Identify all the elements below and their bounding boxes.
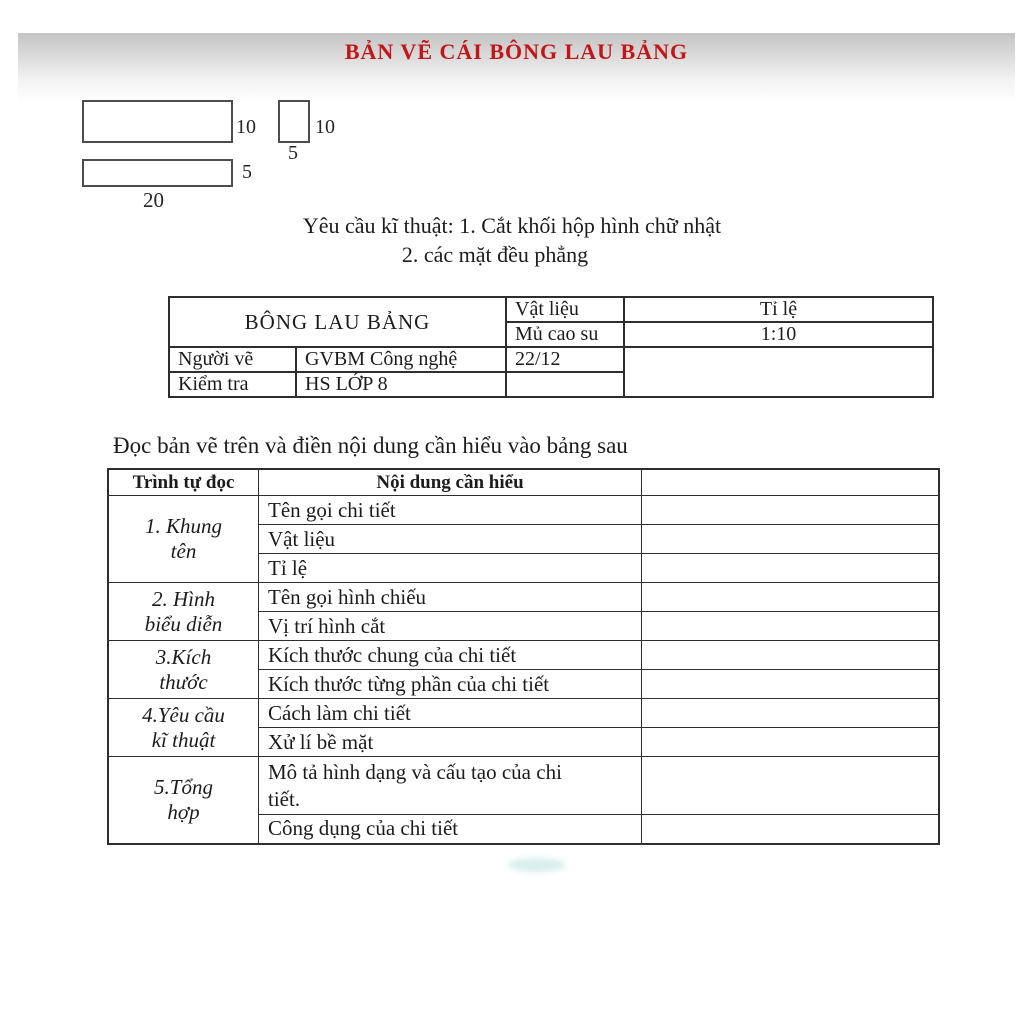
answer-cell bbox=[642, 699, 940, 728]
title-block-date-empty-cell bbox=[506, 372, 624, 397]
title-block-scale-value: 1:10 bbox=[624, 322, 933, 347]
title-block-checker-value: HS LỚP 8 bbox=[296, 372, 506, 397]
answer-cell bbox=[642, 554, 940, 583]
content-cell: Cách làm chi tiết bbox=[259, 699, 642, 728]
answer-cell bbox=[642, 815, 940, 844]
dimension-top-width: 20 bbox=[143, 188, 164, 212]
group-label-hinh-bieu-dien: 2. Hình biểu diễn bbox=[108, 583, 259, 641]
answer-cell bbox=[642, 583, 940, 612]
reading-table-header-content: Nội dung cần hiểu bbox=[259, 469, 642, 496]
group-label-yeu-cau-ki-thuat: 4.Yêu cầu kĩ thuật bbox=[108, 699, 259, 757]
answer-cell bbox=[642, 612, 940, 641]
answer-cell bbox=[642, 641, 940, 670]
content-cell: Vị trí hình cắt bbox=[259, 612, 642, 641]
technical-requirement-line2: 2. các mặt đều phẳng bbox=[401, 242, 589, 267]
technical-requirements bbox=[282, 211, 742, 269]
reading-table bbox=[107, 468, 940, 845]
content-cell: Tên gọi hình chiếu bbox=[259, 583, 642, 612]
dimension-top-height: 5 bbox=[242, 161, 252, 183]
title-block-material-label: Vật liệu bbox=[506, 297, 624, 322]
answer-cell bbox=[642, 728, 940, 757]
answer-cell bbox=[642, 670, 940, 699]
title-block-scale-label: Tỉ lệ bbox=[624, 297, 933, 322]
reading-table-header-answer bbox=[642, 469, 940, 496]
title-block-checker-label: Kiểm tra bbox=[169, 372, 296, 397]
content-cell: Công dụng của chi tiết bbox=[259, 815, 642, 844]
title-block-date-value: 22/12 bbox=[506, 347, 624, 372]
page-header-banner bbox=[18, 33, 1015, 103]
title-block-empty-cell bbox=[624, 347, 933, 397]
content-cell: Vật liệu bbox=[259, 525, 642, 554]
technical-requirement-line1: Yêu cầu kĩ thuật: 1. Cắt khối hộp hình chữ nhật bbox=[302, 213, 722, 238]
answer-cell bbox=[642, 757, 940, 815]
content-cell: Kích thước chung của chi tiết bbox=[259, 641, 642, 670]
group-label-khung-ten: 1. Khung tên bbox=[108, 496, 259, 583]
group-label-kich-thuoc: 3.Kích thước bbox=[108, 641, 259, 699]
content-cell: Kích thước từng phần của chi tiết bbox=[259, 670, 642, 699]
document-title: BẢN VẼ CÁI BÔNG LAU BẢNG bbox=[344, 39, 689, 64]
top-view-rectangle bbox=[82, 159, 233, 187]
title-block-part-name: BÔNG LAU BẢNG bbox=[169, 297, 506, 347]
dimension-front-height: 10 bbox=[236, 116, 256, 138]
reading-table-header-order: Trình tự đọc bbox=[108, 469, 259, 496]
content-cell: Tên gọi chi tiết bbox=[259, 496, 642, 525]
title-block-table bbox=[168, 296, 934, 398]
dimension-side-height: 10 bbox=[315, 116, 335, 138]
side-view-rectangle bbox=[278, 100, 310, 143]
answer-cell bbox=[642, 496, 940, 525]
scan-smudge-artifact bbox=[508, 858, 566, 872]
title-block-drawer-label: Người vẽ bbox=[169, 347, 296, 372]
content-cell: Mô tả hình dạng và cấu tạo của chi tiết. bbox=[259, 757, 642, 815]
answer-cell bbox=[642, 525, 940, 554]
content-cell: Tỉ lệ bbox=[259, 554, 642, 583]
content-cell: Xử lí bề mặt bbox=[259, 728, 642, 757]
instruction-text: Đọc bản vẽ trên và điền nội dung cần hiểu vào bảng sau bbox=[113, 433, 628, 458]
group-label-tong-hop: 5.Tổng hợp bbox=[108, 757, 259, 844]
title-block-drawer-value: GVBM Công nghệ bbox=[296, 347, 506, 372]
dimension-side-width: 5 bbox=[288, 142, 298, 164]
front-view-rectangle bbox=[82, 100, 233, 143]
title-block-material-value: Mủ cao su bbox=[506, 322, 624, 347]
